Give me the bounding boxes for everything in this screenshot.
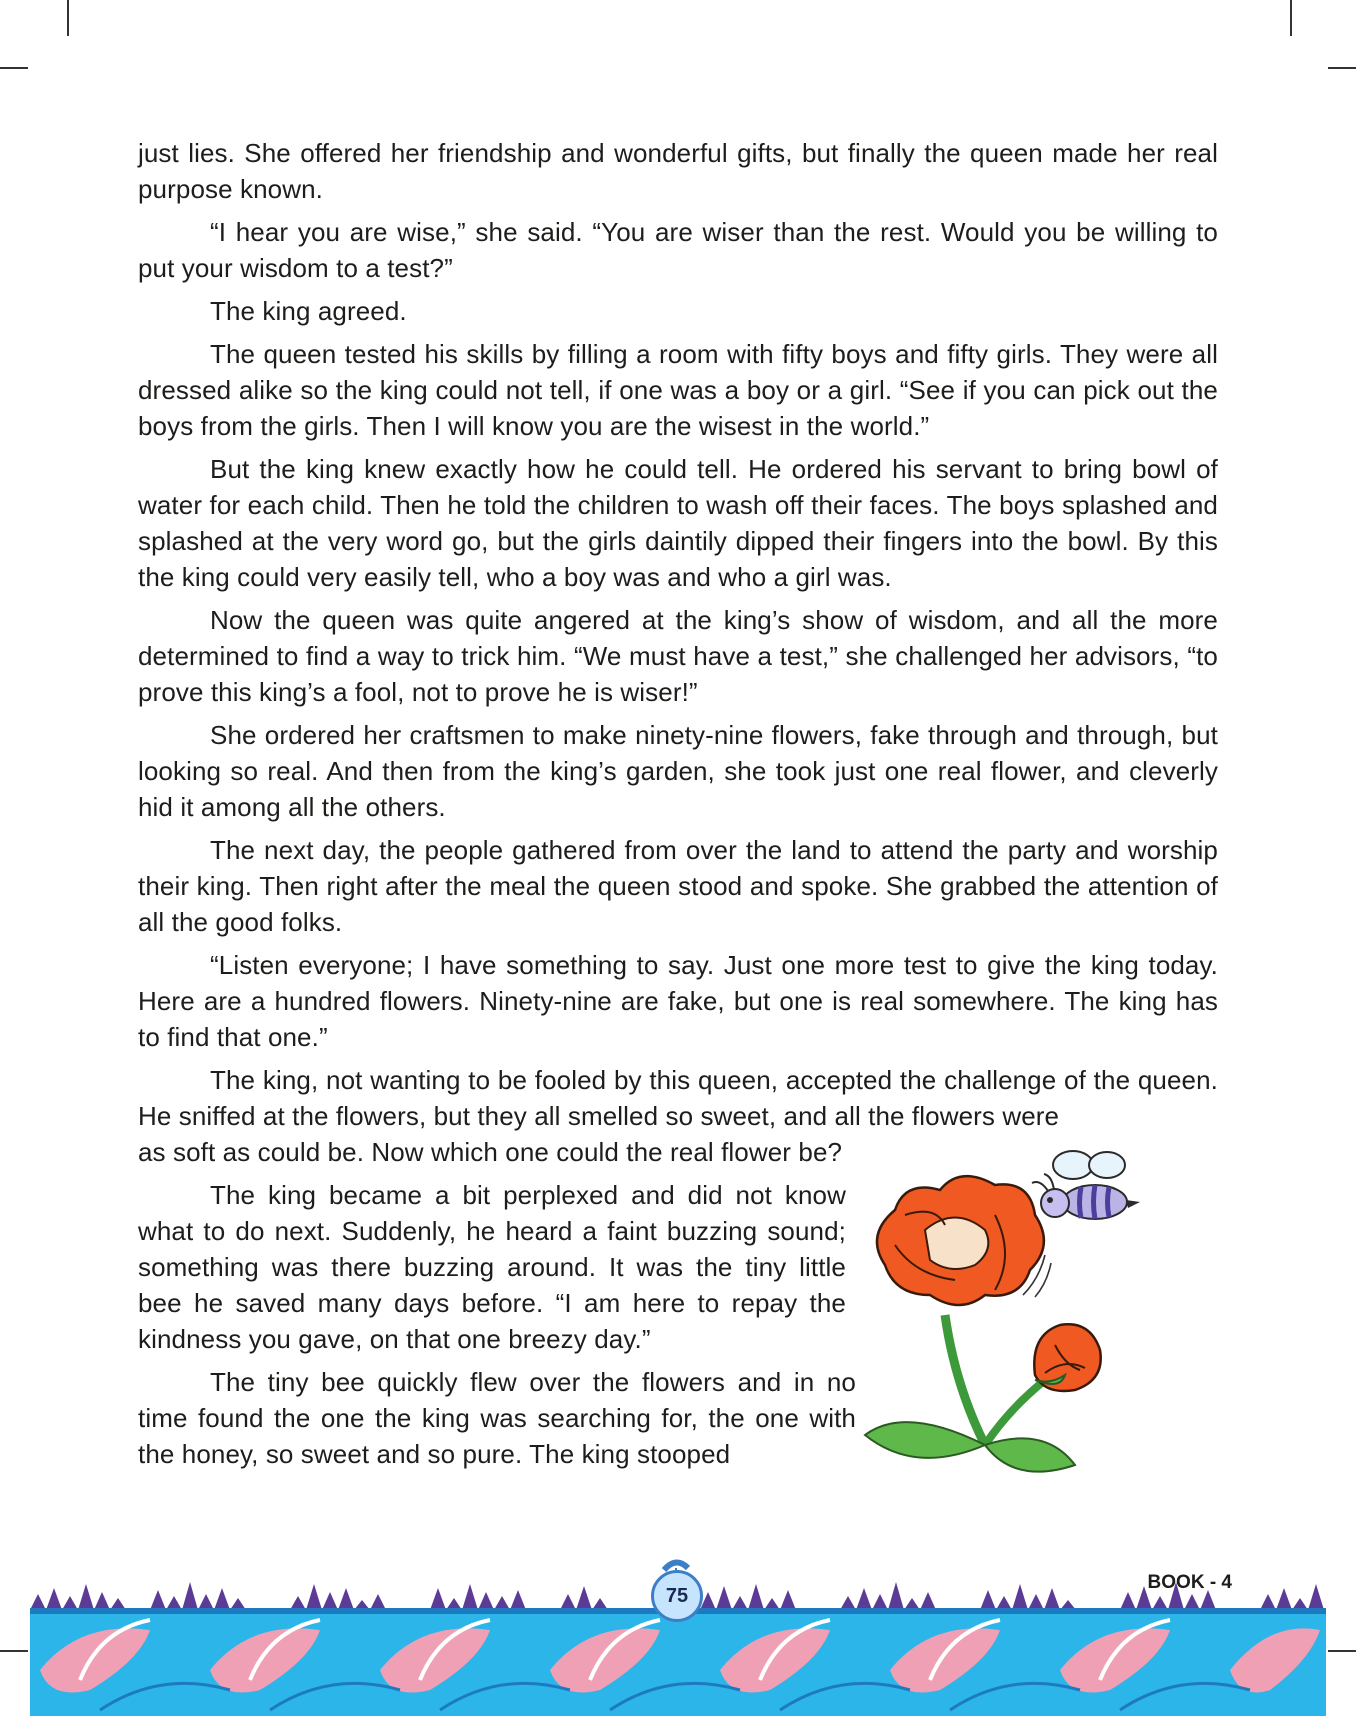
page-number: 75 — [651, 1570, 703, 1622]
crop-mark-top-right-v — [1290, 0, 1292, 36]
paragraph: just lies. She offered her friendship and wonderful gifts, but finally the queen made her real purpose known. — [138, 138, 1218, 204]
paragraph: The king became a bit perplexed and did not know what to do next. Suddenly, he heard a faint buzzing sound; something was there buzzing around. It was the tiny little bee he saved many days before. “I am here to repay the kindness you gave, on that one breezy day.” — [138, 1180, 846, 1354]
crop-mark-top-left-h — [0, 67, 28, 69]
book-label: BOOK - 4 — [1147, 1572, 1232, 1593]
crop-mark-top-right-h — [1328, 67, 1356, 69]
paragraph-part-full-width: The king, not wanting to be fooled by this queen, accepted the challenge of the queen. He sniffed at the flowers, but they all smelled so sweet, and all the flowers were — [138, 1065, 1218, 1131]
paragraph: “I hear you are wise,” she said. “You are wiser than the rest. Would you be willing to put your wisdom to a test?” — [138, 217, 1218, 283]
paragraph: She ordered her craftsmen to make ninety-nine flowers, fake through and through, but looking so real. And then from the king’s garden, she took just one real flower, and cleverly hid it among all the others. — [138, 720, 1218, 822]
paragraph: But the king knew exactly how he could tell. He ordered his servant to bring bowl of water for each child. Then he told the children to wash off their faces. The boys splashed and splashed at the very word go, but the girls daintily dipped their fingers into the bowl. By this the king could very easily tell, who a boy was and who a girl was. — [138, 454, 1218, 592]
paragraph: Now the queen was quite angered at the king’s show of wisdom, and all the more determined to find a way to trick him. “We must have a test,” she challenged her advisors, “to prove this king’s a fool, not to prove he is wiser!” — [138, 605, 1218, 707]
bee-icon — [1032, 1151, 1140, 1219]
paragraph: The king agreed. — [210, 296, 407, 326]
leaf-icon — [865, 1422, 1075, 1472]
decorative-footer — [0, 1540, 1356, 1716]
flower-bee-illustration — [855, 1145, 1215, 1495]
paragraph-part-narrow: as soft as could be. Now which one could the real flower be? — [138, 1137, 843, 1167]
small-flower-icon — [1034, 1324, 1100, 1391]
paragraph: “Listen everyone; I have something to say. Just one more test to give the king today. Here are a hundred flowers. Ninety-nine are fake, but one is real somewhere. The king has to find that one.” — [138, 950, 1218, 1052]
crop-mark-top-left-v — [67, 0, 69, 36]
paragraph: The queen tested his skills by filling a room with fifty boys and fifty girls. They were all dressed alike so the king could not tell, if one was a boy or a girl. “See if you can pick out the boys from the girls. Then I will know you are the wisest in the world.” — [138, 339, 1218, 441]
paragraph: The tiny bee quickly flew over the flowers and in no time found the one the king was searching for, the one with the honey, so sweet and so pure. The king stooped — [138, 1367, 856, 1469]
paragraph: The next day, the people gathered from over the land to attend the party and worship their king. Then right after the meal the queen stood and spoke. She grabbed the attention of all the good folks. — [138, 835, 1218, 937]
big-flower-icon — [877, 1176, 1044, 1305]
